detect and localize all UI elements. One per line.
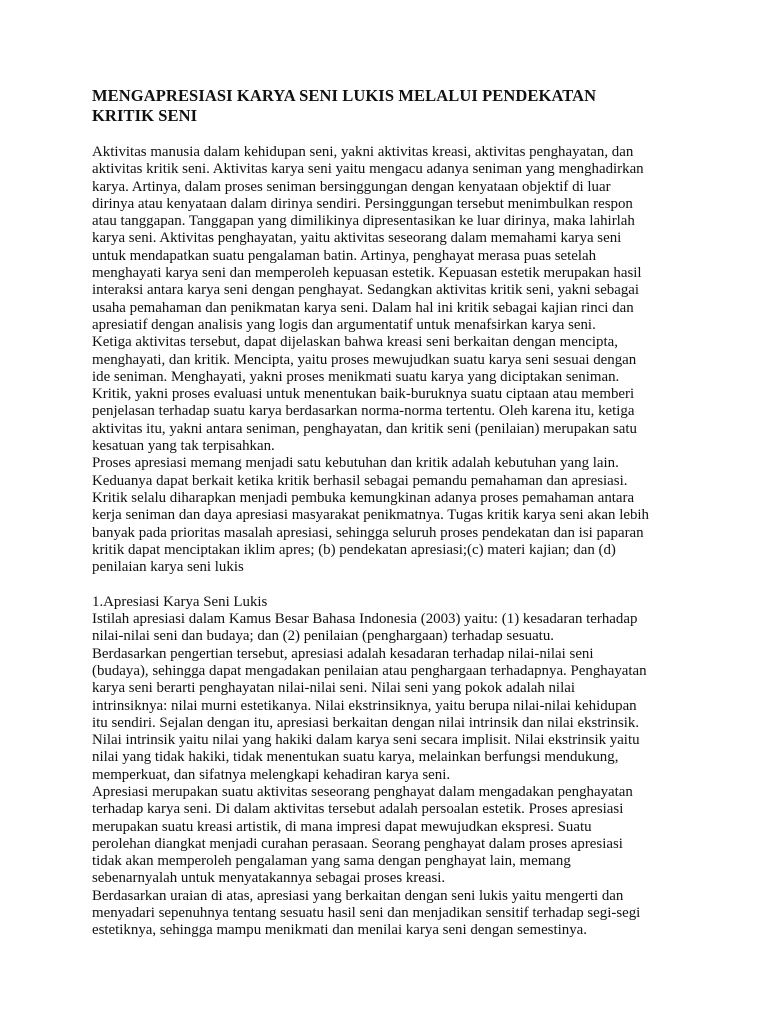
body-line: menghayati, dan kritik. Mencipta, yaitu proses mewujudkan suatu karya seni sesuai dengan [92,351,637,368]
body-line: ide seniman. Menghayati, yakni proses menikmati suatu karya yang diciptakan seniman. [92,368,620,385]
body-line: Nilai intrinsik yaitu nilai yang hakiki dalam karya seni secara implisit. Nilai ekstrinsik yaitu [92,732,640,749]
body-line: Proses apresiasi memang menjadi satu kebutuhan dan kritik adalah kebutuhan yang lain. [92,455,619,472]
body-line: karya seni. Aktivitas penghayatan, yaitu aktivitas seseorang dalam memahami karya seni [92,230,622,247]
body-line: untuk mendapatkan suatu pengalaman batin. Artinya, penghayat merasa puas setelah [92,247,597,264]
body-line: penilaian karya seni lukis [92,559,244,576]
body-line: Apresiasi merupakan suatu aktivitas seseorang penghayat dalam mengadakan penghayatan [92,783,633,800]
body-line: karya seni berarti penghayatan nilai-nilai seni. Nilai seni yang pokok adalah nilai [92,680,575,697]
body-line: nilai yang tidak hakiki, tidak menentukan suatu karya, melainkan berfungsi mendukung, [92,749,619,766]
body-line: intrinsiknya: nilai murni estetikanya. Nilai ekstrinsiknya, yaitu berupa nilai-nilai kehidupan [92,697,637,714]
body-line: dirinya atau kenyataan dalam dirinya sendiri. Persinggungan tersebut menimbulkan respon [92,195,633,212]
body-line: (budaya), sehingga dapat mengadakan penilaian atau penghargaan terhadapnya. Penghayatan [92,662,647,679]
body-line: estetiknya, sehingga mampu menikmati dan menilai karya seni dengan semestinya. [92,922,587,939]
body-line: merupakan suatu kreasi artistik, di mana impresi dapat mewujudkan ekspresi. Suatu [92,818,592,835]
body-line: Berdasarkan uraian di atas, apresiasi yang berkaitan dengan seni lukis yaitu mengerti dan [92,887,624,904]
body-line: apresiatif dengan analisis yang logis dan argumentatif untuk menafsirkan karya seni. [92,316,596,333]
body-line: itu sendiri. Sejalan dengan itu, apresiasi berkaitan dengan nilai intrinsik dan nilai ekstrinsik. [92,714,640,731]
body-line: tidak akan memperoleh pengalaman yang sama dengan penghayat lain, memang [92,853,571,870]
body-line: kesatuan yang tak terpisahkan. [92,438,275,455]
body-line: sebenarnyalah untuk menyatakannya sebagai proses kreasi. [92,870,446,887]
title-line: MENGAPRESIASI KARYA SENI LUKIS MELALUI PENDEKATAN [92,86,597,105]
document-title [92,86,682,126]
body-line: perolehan diangkat menjadi curahan perasaan. Seorang penghayat dalam proses apresiasi [92,835,623,852]
body-line: menghayati karya seni dan memperoleh kepuasan estetik. Kepuasan estetik merupakan hasil [92,265,642,282]
body-line: Ketiga aktivitas tersebut, dapat dijelaskan bahwa kreasi seni berkaitan dengan mencipta, [92,334,618,351]
body-line: terhadap karya seni. Di dalam aktivitas tersebut adalah persoalan estetik. Proses apresiasi [92,801,624,818]
body-line: Kritik selalu diharapkan menjadi pembuka kemungkinan adanya proses pemahaman antara [92,489,635,506]
document-body [92,144,682,940]
body-line: usaha pemahaman dan penikmatan karya seni. Dalam hal ini kritik sebagai kajian rinci dan [92,299,634,316]
body-line: aktivitas itu, yakni antara seniman, penghayatan, dan kritik seni (penilaian) merupakan satu [92,420,637,437]
body-line: Aktivitas manusia dalam kehidupan seni, yakni aktivitas kreasi, aktivitas penghayatan, dan [92,144,634,160]
body-line: nilai-nilai seni dan budaya; dan (2) penilaian (penghargaan) terhadap sesuatu. [92,628,554,645]
body-line: kerja seniman dan daya apresiasi masyarakat penikmatnya. Tugas kritik karya seni akan lebih [92,507,649,524]
document-page [92,86,682,940]
body-line: atau tanggapan. Tanggapan yang dimilikinya dipresentasikan ke luar dirinya, maka lahirlah [92,213,635,230]
body-line: Keduanya dapat berkait ketika kritik berhasil sebagai pemandu pemahaman dan apresiasi. [92,472,628,489]
body-line: Istilah apresiasi dalam Kamus Besar Bahasa Indonesia (2003) yaitu: (1) kesadaran terhadap [92,611,638,628]
body-line: banyak pada prioritas masalah apresiasi, sehingga seluruh proses pendekatan dan isi paparan [92,524,644,541]
section-heading: 1.Apresiasi Karya Seni Lukis [92,593,268,610]
body-line: penjelasan terhadap suatu karya berdasarkan norma-norma tertentu. Oleh karena itu, ketiga [92,403,635,420]
body-line: memperkuat, dan sifatnya melengkapi kehadiran karya seni. [92,766,451,783]
body-line: aktivitas kritik seni. Aktivitas karya seni yaitu mengacu adanya seniman yang menghadirkan [92,161,644,178]
body-line: Kritik, yakni proses evaluasi untuk menentukan baik-buruknya suatu ciptaan atau memberi [92,386,635,403]
body-line: karya. Artinya, dalam proses seniman bersinggungan dengan kenyataan objektif di luar [92,178,611,195]
paragraph-gap [92,576,682,593]
title-line: KRITIK SENI [92,106,198,125]
body-line: Berdasarkan pengertian tersebut, apresiasi adalah kesadaran terhadap nilai-nilai seni [92,645,594,662]
body-line: kritik dapat menciptakan iklim apres; (b) pendekatan apresiasi;(c) materi kajian; dan (d) [92,541,616,558]
body-line: interaksi antara karya seni dengan penghayat. Sedangkan aktivitas kritik seni, yakni sebagai [92,282,640,299]
body-line: menyadari sepenuhnya tentang sesuatu hasil seni dan menjadikan sensitif terhadap segi-segi [92,905,641,922]
